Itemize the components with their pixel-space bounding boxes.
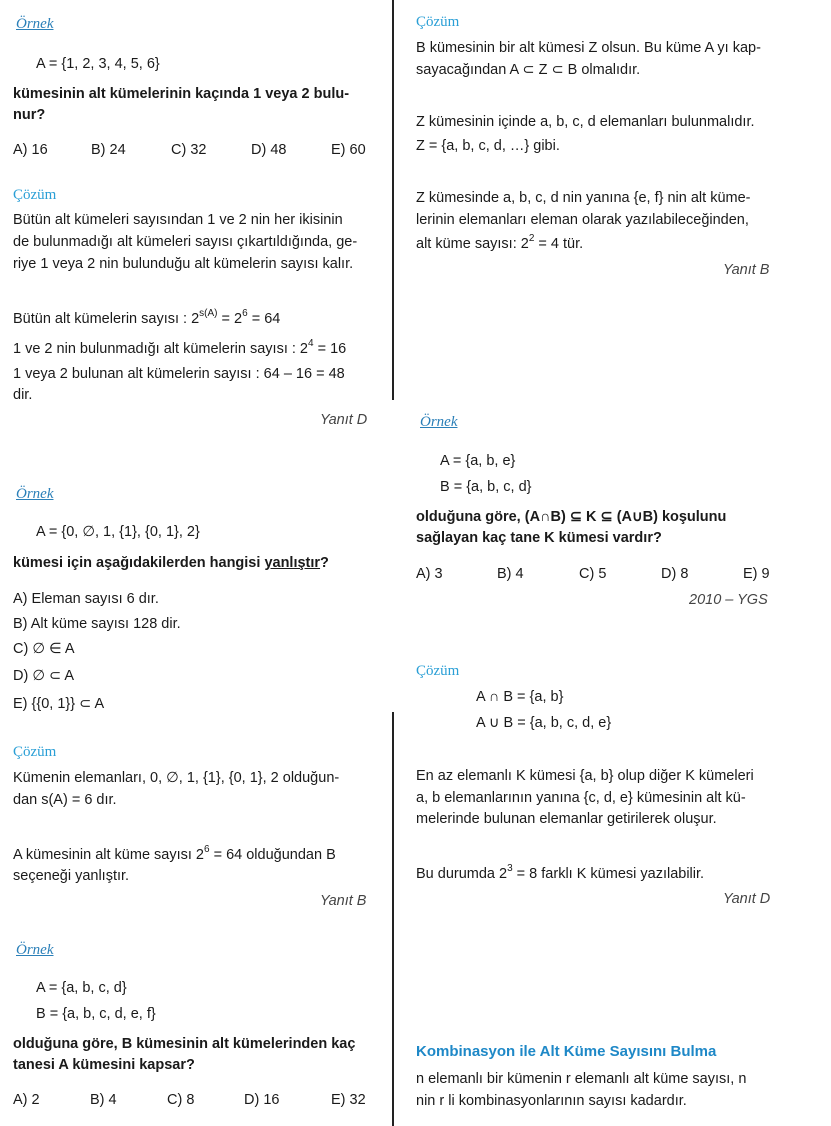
text: A kümesinin alt küme sayısı 2 [13, 847, 204, 863]
text: ? [320, 555, 329, 571]
solution-line: riye 1 veya 2 nin bulunduğu alt kümelerin sayısı kalır. [13, 256, 354, 272]
solution-line: Z = {a, b, c, d, …} gibi. [416, 138, 560, 154]
option-c: C) 8 [167, 1092, 195, 1108]
text: Bütün alt kümelerin sayısı : 2 [13, 311, 200, 327]
set-definition: A = {1, 2, 3, 4, 5, 6} [36, 56, 160, 72]
example-label: Örnek [16, 942, 54, 958]
option-e: E) {{0, 1}} ⊂ A [13, 696, 105, 712]
option-d: D) ∅ ⊂ A [13, 668, 75, 684]
option-c: C) ∅ ∈ A [13, 641, 75, 657]
solution-line: A ∩ B = {a, b} [476, 689, 564, 705]
option-d: D) 16 [244, 1092, 280, 1108]
solution-line: dir. [13, 387, 33, 403]
exponent: 2 [528, 233, 535, 244]
option-e: E) 60 [331, 142, 366, 158]
paragraph-line: n elemanlı bir kümenin r elemanlı alt küme sayısı, n [416, 1071, 747, 1087]
option-e: E) 32 [331, 1092, 366, 1108]
text: = 2 [217, 311, 243, 327]
text: kümesi için aşağıdakilerden hangisi [13, 555, 265, 571]
question-line [13, 555, 329, 571]
option-a: A) Eleman sayısı 6 dır. [13, 591, 159, 607]
paragraph-line: nin r li kombinasyonlarının sayısı kadardır. [416, 1093, 687, 1109]
solution-line [416, 233, 584, 252]
answer-label: Yanıt D [320, 412, 368, 428]
solution-line: Z kümesinin içinde a, b, c, d elemanları bulunmalıdır. [416, 114, 755, 130]
solution-label: Çözüm [416, 14, 460, 30]
option-a: A) 2 [13, 1092, 40, 1108]
option-b: B) 24 [91, 142, 126, 158]
answer-label: Yanıt B [723, 262, 770, 278]
option-c: C) 5 [579, 566, 607, 582]
column-divider-bottom [392, 712, 394, 1126]
solution-line [13, 338, 347, 357]
option-e: E) 9 [743, 566, 770, 582]
question-line: olduğuna göre, B kümesinin alt kümelerinden kaç [13, 1036, 356, 1052]
text: alt küme sayısı: 2 [416, 236, 529, 252]
option-a: A) 3 [416, 566, 443, 582]
example-label: Örnek [420, 414, 458, 430]
answer-label: Yanıt B [320, 893, 367, 909]
solution-line: dan s(A) = 6 dır. [13, 792, 117, 808]
solution-line [13, 308, 281, 327]
solution-line: seçeneği yanlıştır. [13, 868, 130, 884]
emphasis: yanlıştır [264, 555, 321, 571]
set-definition: A = {a, b, e} [440, 453, 516, 469]
solution-label: Çözüm [13, 187, 57, 203]
solution-line: Kümenin elemanları, 0, ∅, 1, {1}, {0, 1}, 2 olduğun- [13, 770, 340, 786]
solution-label: Çözüm [13, 744, 57, 760]
question-line: olduğuna göre, (A∩B) ⊆ K ⊆ (A∪B) koşulunu [416, 509, 727, 525]
example-label: Örnek [16, 16, 54, 32]
text: = 4 tür. [534, 236, 584, 252]
exponent: 4 [308, 338, 314, 349]
source-label: 2010 – YGS [689, 592, 768, 608]
exponent: 3 [507, 863, 513, 874]
set-definition: B = {a, b, c, d, e, f} [36, 1006, 156, 1022]
solution-line: de bulunmadığı alt kümeleri sayısı çıkartıldığında, ge- [13, 234, 358, 250]
solution-line: Bütün alt kümeleri sayısından 1 ve 2 nin her ikisinin [13, 212, 343, 228]
text: = 64 olduğundan B [209, 847, 336, 863]
column-divider-top [392, 0, 394, 400]
solution-line: Z kümesinde a, b, c, d nin yanına {e, f} nin alt küme- [416, 190, 751, 206]
set-definition: A = {a, b, c, d} [36, 980, 127, 996]
section-heading: Kombinasyon ile Alt Küme Sayısını Bulma [416, 1043, 717, 1060]
text: Bu durumda 2 [416, 866, 508, 882]
question-line: nur? [13, 107, 46, 123]
option-c: C) 32 [171, 142, 207, 158]
set-definition: B = {a, b, c, d} [440, 479, 532, 495]
question-line: sağlayan kaç tane K kümesi vardır? [416, 530, 662, 546]
solution-line: a, b elemanlarının yanına {c, d, e} kümesinin alt kü- [416, 790, 746, 806]
example-label: Örnek [16, 486, 54, 502]
text: = 16 [313, 341, 347, 357]
exponent: s(A) [199, 308, 218, 319]
solution-line: A ∪ B = {a, b, c, d, e} [476, 715, 612, 731]
answer-label: Yanıt D [723, 891, 771, 907]
option-a: A) 16 [13, 142, 48, 158]
solution-line: sayacağından A ⊂ Z ⊂ B olmalıdır. [416, 62, 641, 78]
solution-line: 1 veya 2 bulunan alt kümelerin sayısı : 64 – 16 = 48 [13, 366, 345, 382]
solution-line: lerinin elemanları eleman olarak yazılabileceğinden, [416, 212, 749, 228]
solution-line [416, 863, 705, 882]
exponent: 6 [242, 308, 248, 319]
option-b: B) 4 [90, 1092, 117, 1108]
option-d: D) 8 [661, 566, 689, 582]
exponent: 6 [204, 844, 210, 855]
solution-line: B kümesinin bir alt kümesi Z olsun. Bu küme A yı kap- [416, 40, 761, 56]
text: = 8 farklı K kümesi yazılabilir. [512, 866, 705, 882]
text: 1 ve 2 nin bulunmadığı alt kümelerin sayısı : 2 [13, 341, 308, 357]
solution-line [13, 844, 336, 863]
option-b: B) Alt küme sayısı 128 dir. [13, 616, 181, 632]
option-b: B) 4 [497, 566, 524, 582]
question-line: tanesi A kümesini kapsar? [13, 1057, 195, 1073]
solution-label: Çözüm [416, 663, 460, 679]
solution-line: En az elemanlı K kümesi {a, b} olup diğer K kümeleri [416, 768, 754, 784]
text: = 64 [247, 311, 281, 327]
question-line: kümesinin alt kümelerinin kaçında 1 veya 2 bulu- [13, 86, 350, 102]
solution-line: melerinde bulunan elemanlar getirilerek oluşur. [416, 811, 717, 827]
set-definition: A = {0, ∅, 1, {1}, {0, 1}, 2} [36, 524, 200, 540]
option-d: D) 48 [251, 142, 287, 158]
